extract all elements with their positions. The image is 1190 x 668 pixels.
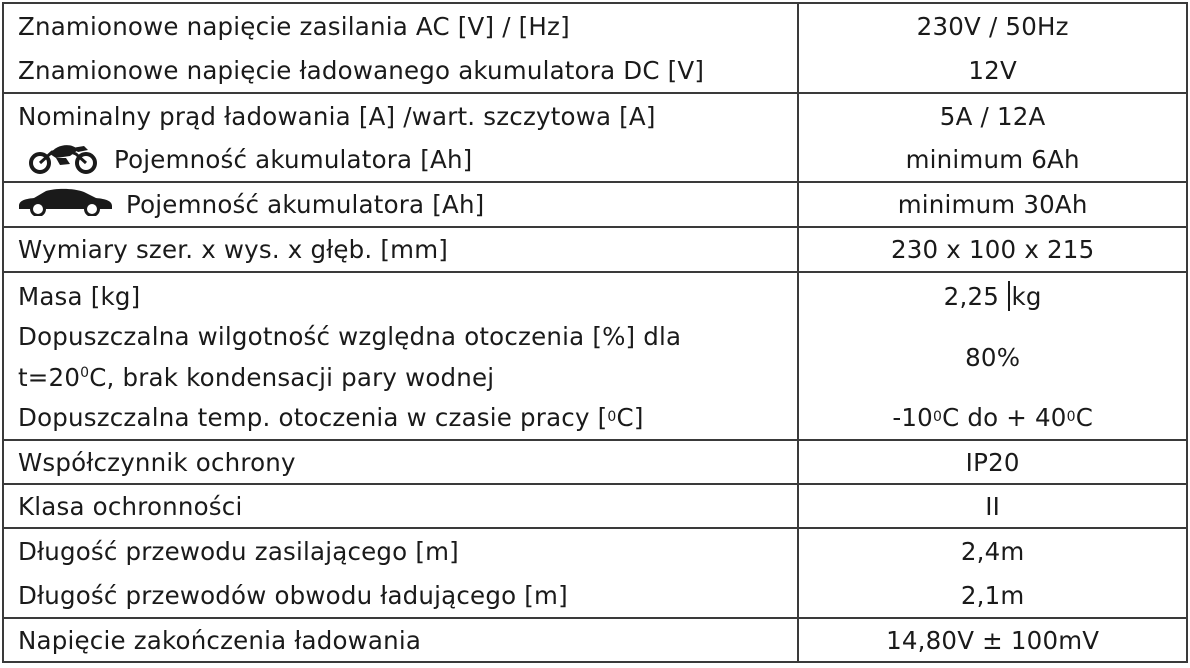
degree-superscript: 0 bbox=[607, 409, 617, 425]
row-value: 230 x 100 x 215 bbox=[890, 235, 1095, 264]
spec-table bbox=[2, 2, 1188, 663]
degree-superscript: 0 bbox=[1066, 409, 1076, 425]
row-label: Znamionowe napięcie zasilania AC [V] / [Hz] bbox=[18, 11, 570, 41]
row-value: 14,80V ± 100mV bbox=[886, 625, 1100, 655]
value-cell bbox=[798, 272, 1187, 440]
value-text: C bbox=[1075, 402, 1093, 432]
value-text: C do + 40 bbox=[942, 402, 1067, 432]
row-label: Nominalny prąd ładowania [A] /wart. szczytowa [A] bbox=[18, 101, 656, 131]
label-text: C, brak kondensacji pary wodnej bbox=[89, 363, 495, 392]
table-row bbox=[3, 227, 1187, 272]
row-value: 12V bbox=[968, 55, 1017, 85]
row-label-line: Dopuszczalna wilgotność względna otoczenia [%] dla bbox=[18, 322, 682, 351]
label-cell bbox=[3, 528, 798, 618]
table-row bbox=[3, 3, 1187, 93]
row-label: Pojemność akumulatora [Ah] bbox=[114, 145, 473, 174]
table-row bbox=[3, 440, 1187, 484]
table-row bbox=[3, 182, 1187, 227]
table-row bbox=[3, 528, 1187, 618]
row-label-with-icon bbox=[4, 138, 797, 181]
value-cell bbox=[798, 440, 1187, 484]
value-cell bbox=[798, 484, 1187, 528]
value-unit: kg bbox=[1011, 281, 1042, 311]
row-label-multiline bbox=[4, 319, 797, 395]
row-value: 5A / 12A bbox=[939, 101, 1046, 131]
value-cell bbox=[798, 3, 1187, 93]
row-label: Znamionowe napięcie ładowanego akumulatora DC [V] bbox=[18, 55, 705, 85]
row-label: Długość przewodu zasilającego [m] bbox=[18, 536, 459, 566]
row-label: Masa [kg] bbox=[18, 281, 141, 311]
car-icon bbox=[16, 188, 114, 222]
value-cell bbox=[798, 227, 1187, 272]
row-label: Współczynnik ochrony bbox=[18, 447, 296, 477]
row-label: Wymiary szer. x wys. x głęb. [mm] bbox=[18, 235, 449, 264]
value-cell bbox=[798, 528, 1187, 618]
degree-superscript: 0 bbox=[80, 365, 90, 381]
label-cell bbox=[3, 93, 798, 182]
value-cell bbox=[798, 182, 1187, 227]
row-value bbox=[799, 273, 1186, 319]
table-row bbox=[3, 618, 1187, 662]
label-text: t=20 bbox=[18, 363, 81, 392]
row-value: minimum 6Ah bbox=[905, 145, 1080, 174]
motorcycle-icon bbox=[26, 140, 100, 180]
value-cell bbox=[798, 93, 1187, 182]
row-value bbox=[799, 395, 1186, 439]
table-row bbox=[3, 272, 1187, 440]
label-cell bbox=[3, 3, 798, 93]
label-cell bbox=[3, 182, 798, 227]
label-cell bbox=[3, 440, 798, 484]
value-text: 2,25 bbox=[943, 281, 1008, 311]
row-label: Klasa ochronności bbox=[18, 491, 243, 521]
row-label: Pojemność akumulatora [Ah] bbox=[126, 190, 485, 219]
label-text: C] bbox=[616, 402, 644, 432]
row-value: 230V / 50Hz bbox=[916, 11, 1069, 41]
row-value: 2,1m bbox=[960, 580, 1025, 610]
row-value: II bbox=[985, 491, 1001, 521]
label-cell bbox=[3, 227, 798, 272]
row-value: 2,4m bbox=[960, 536, 1025, 566]
degree-superscript: 0 bbox=[932, 409, 943, 425]
row-label-with-icon bbox=[4, 183, 797, 226]
row-label: Długość przewodów obwodu ładującego [m] bbox=[18, 580, 568, 610]
table-row bbox=[3, 93, 1187, 182]
value-cell bbox=[798, 618, 1187, 662]
row-value: 80% bbox=[965, 342, 1021, 372]
label-text: Dopuszczalna temp. otoczenia w czasie pracy [ bbox=[18, 402, 608, 432]
row-label-line bbox=[4, 355, 797, 396]
table-row bbox=[3, 484, 1187, 528]
row-label: Napięcie zakończenia ładowania bbox=[18, 625, 422, 655]
row-value: minimum 30Ah bbox=[897, 190, 1088, 219]
row-label bbox=[4, 395, 797, 439]
text-cursor bbox=[1008, 281, 1010, 311]
label-cell bbox=[3, 272, 798, 440]
label-cell bbox=[3, 618, 798, 662]
spec-sheet bbox=[2, 2, 1188, 662]
row-value: IP20 bbox=[965, 447, 1020, 477]
label-cell bbox=[3, 484, 798, 528]
value-text: -10 bbox=[892, 402, 933, 432]
